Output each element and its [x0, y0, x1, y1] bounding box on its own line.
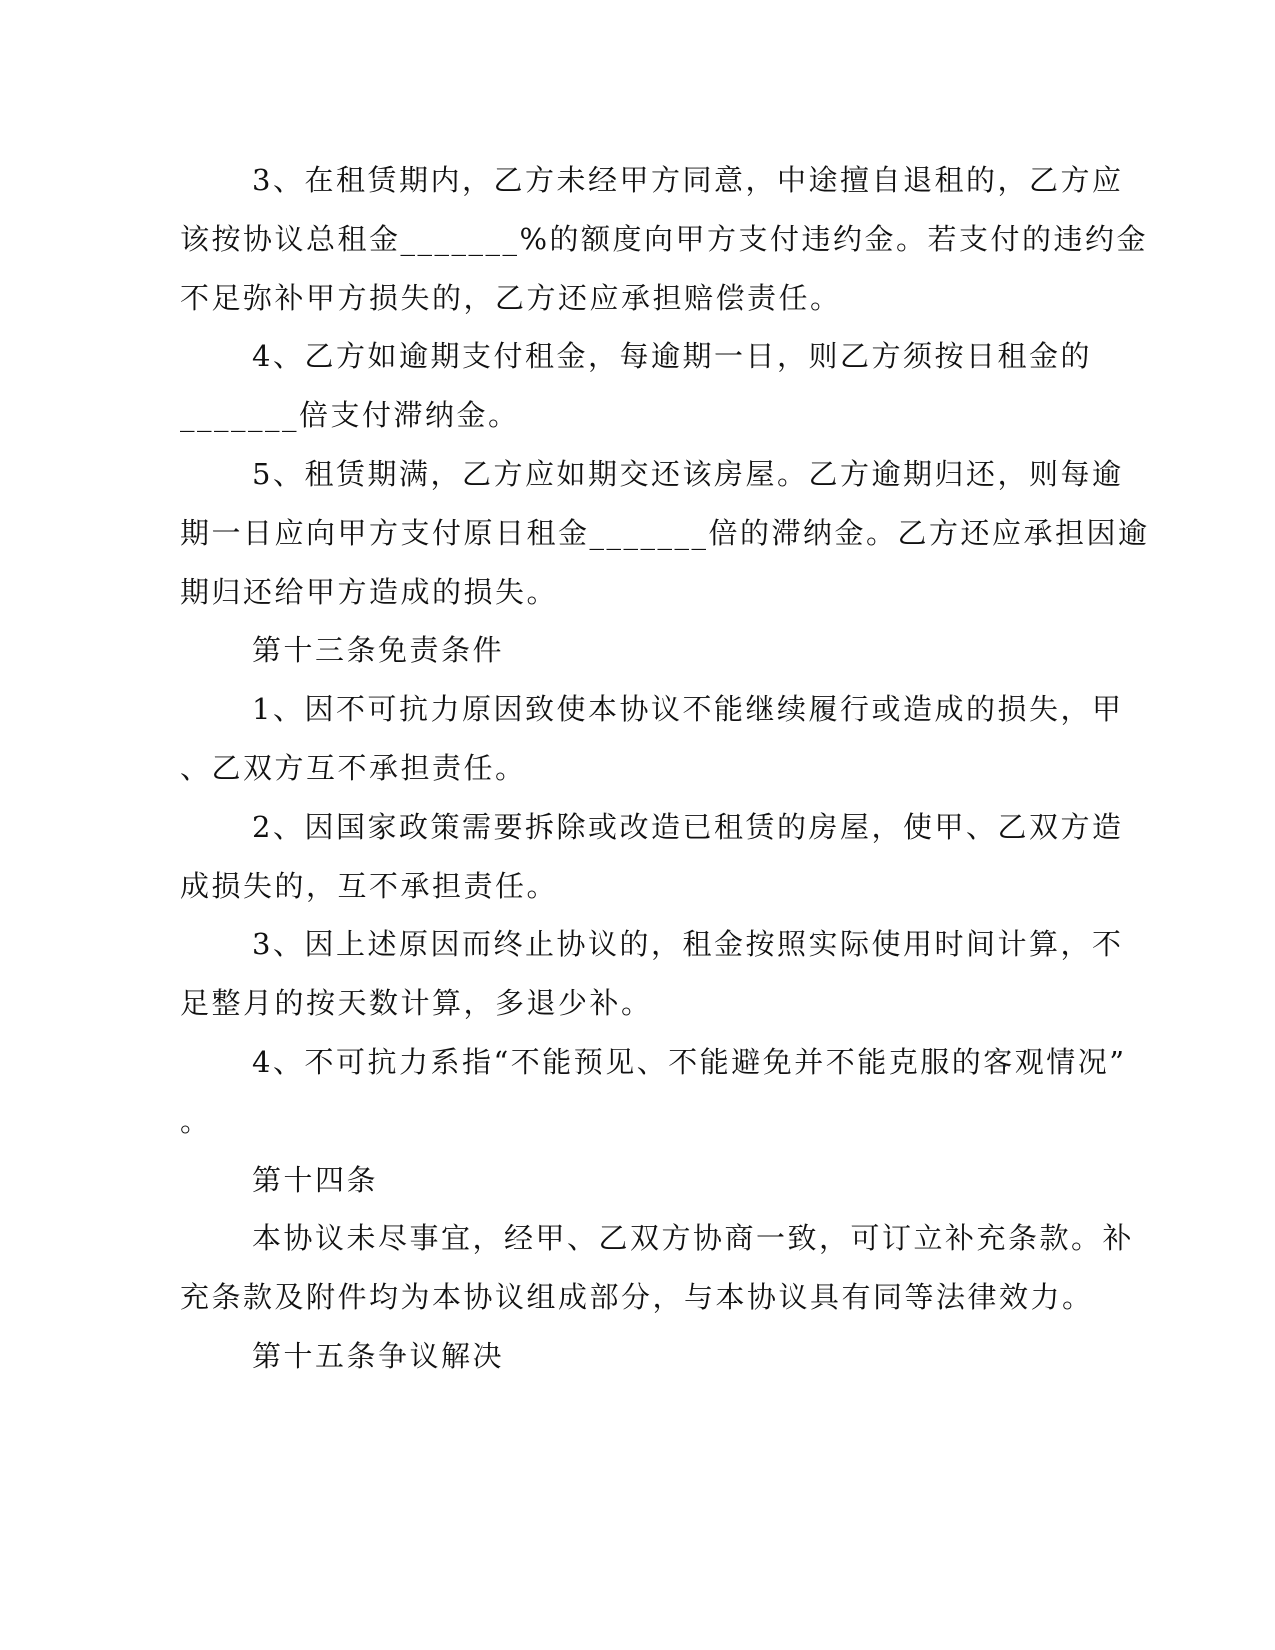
- clause-13-item-1-line-2: 、乙双方互不承担责任。: [180, 751, 527, 785]
- clause-12-item-4-line-1: 4、乙方如逾期支付租金，每逾期一日，则乙方须按日租金的: [252, 339, 1092, 373]
- clause-14-body-line-1: 本协议未尽事宜，经甲、乙双方协商一致，可订立补充条款。补: [252, 1221, 1135, 1255]
- clause-14-heading: 第十四条: [252, 1163, 379, 1197]
- clause-13-item-1-line-1: 1、因不可抗力原因致使本协议不能继续履行或造成的损失，甲: [252, 692, 1124, 726]
- clause-13-item-4-line-2: 。: [180, 1104, 212, 1138]
- clause-12-item-3-line-1: 3、在租赁期内，乙方未经甲方同意，中途擅自退租的，乙方应: [252, 163, 1124, 197]
- clause-15-heading: 第十五条争议解决: [252, 1339, 505, 1373]
- clause-14-body-line-2: 充条款及附件均为本协议组成部分，与本协议具有同等法律效力。: [180, 1280, 1094, 1314]
- clause-12-item-3-line-3: 不足弥补甲方损失的，乙方还应承担赔偿责任。: [180, 281, 842, 315]
- clause-12-item-5-line-3: 期归还给甲方造成的损失。: [180, 575, 559, 609]
- clause-12-item-3-line-2: 该按协议总租金_______%的额度向甲方支付违约金。若支付的违约金: [180, 222, 1149, 256]
- clause-13-item-2-line-1: 2、因国家政策需要拆除或改造已租赁的房屋，使甲、乙双方造: [252, 810, 1124, 844]
- clause-12-item-4-line-2: _______倍支付滞纳金。: [180, 398, 520, 432]
- clause-13-item-2-line-2: 成损失的，互不承担责任。: [180, 869, 559, 903]
- clause-13-heading: 第十三条免责条件: [252, 633, 505, 667]
- clause-12-item-5-line-1: 5、租赁期满，乙方应如期交还该房屋。乙方逾期归还，则每逾: [252, 457, 1124, 491]
- clause-13-item-4-line-1: 4、不可抗力系指“不能预见、不能避免并不能克服的客观情况”: [252, 1045, 1127, 1079]
- clause-13-item-3-line-2: 足整月的按天数计算，多退少补。: [180, 986, 653, 1020]
- clause-12-item-5-line-2: 期一日应向甲方支付原日租金_______倍的滞纳金。乙方还应承担因逾: [180, 516, 1150, 550]
- clause-13-item-3-line-1: 3、因上述原因而终止协议的，租金按照实际使用时间计算，不: [252, 927, 1124, 961]
